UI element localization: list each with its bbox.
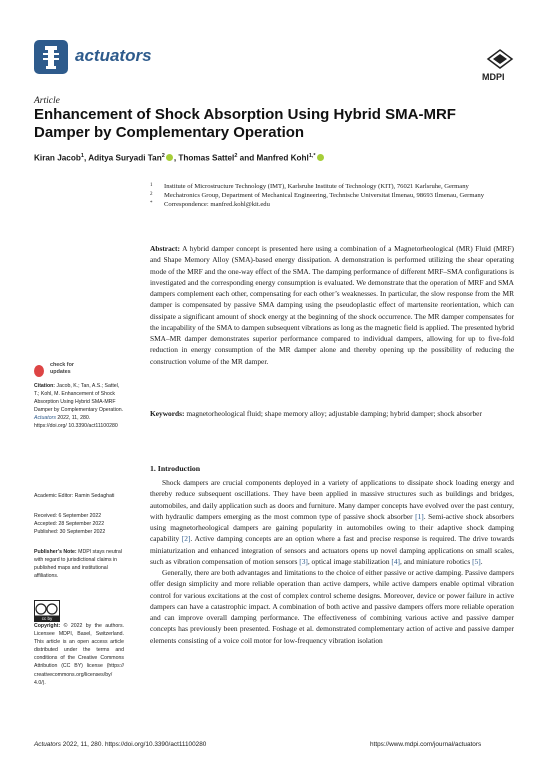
citation-link[interactable]: [1] xyxy=(415,511,424,521)
author-affil-marker: 1,* xyxy=(308,153,316,159)
author-affil-marker: 2 xyxy=(234,153,238,159)
publisher-name: MDPI xyxy=(482,72,505,82)
author-name: Manfred Kohl xyxy=(256,153,309,163)
author-list: Kiran Jacob$^1$, Aditya Suryadi Tan$^2$ , Thomas Sattel$^2$ and Manfred Kohl$^{1,*}$ xyxy=(34,153,325,163)
keywords-text: magnetorheological fluid; shape memory alloy; adjustable damping; hybrid damper; shock absorber xyxy=(186,409,482,418)
check-updates-icon xyxy=(34,365,44,377)
section-heading: 1. Introduction xyxy=(150,464,201,473)
abstract xyxy=(150,243,514,367)
correspondence: * Correspondence: manfred.kohl@kit.edu xyxy=(150,201,270,209)
affiliation-item: 2 Mechatronics Group, Department of Mechanical Engineering, Technische Universitat Ilmenau, 98693 Ilmenau, Germany xyxy=(150,192,485,200)
actuator-logo-icon xyxy=(34,40,68,74)
orcid-icon[interactable] xyxy=(317,154,324,161)
citation-block: Citation: Jacob, K.; Tan, A.S.; Sattel, T.; Kohl, M. Enhancement of Shock Absorption Using Hybrid SMA-MRF Damper by Complementary Operation. Actuators 2022, 11, 280. https://doi.org/ 10.3390/act11100280 xyxy=(34,383,124,430)
orcid-icon[interactable] xyxy=(166,154,173,161)
introduction-body xyxy=(150,477,514,646)
affiliations xyxy=(150,182,490,210)
copyright-notice: Copyright: © 2022 by the authors. Licensee MDPI, Basel, Switzerland. This article is an open access article distributed under the terms and conditions of the Creative Commons Attribution (CC BY) license (https:// creativecommons.org/licenses/by/ 4.0/). xyxy=(34,623,125,686)
footer-journal-url[interactable]: https://www.mdpi.com/journal/actuators xyxy=(370,741,482,748)
publication-dates: Received: 6 September 2022 Accepted: 28 September 2022 Published: 30 September 2022 xyxy=(34,513,106,536)
publisher-note: Publisher’s Note: MDPI stays neutral with regard to jurisdictional claims in published maps and institutional affiliations. xyxy=(34,549,122,580)
abstract-label: Abstract: xyxy=(150,244,180,253)
paragraph: Generally, there are both advantages and limitations to the choice of either passive or active damping. Passive dampers offer design simplicity and more reliable operation than active dampers, while active dampers enable optimal vibration control for various excitations at the cost of complex control scheme designs. Moreover, device or power failure in active dampers can have a catastrophic impact. A combination of both active and passive dampers offers more reliable operation and can improve overall damping performance. The effectiveness of combining various active and passive damper concepts has previously been presented. Foshage et al. demonstrated complementary action of active and passive damper elements consisting of a voice coil motor for low-frequency vibration isolation xyxy=(150,568,514,645)
paper-title: Enhancement of Shock Absorption Using Hybrid SMA-MRF Damper by Complementary Operation xyxy=(34,106,456,141)
citation-link[interactable]: [2] xyxy=(181,534,191,544)
paragraph: Shock dampers are crucial components deployed in a variety of applications to dissipate shock loading energy and thereby reduce subsequent oscillations. They have been applied in massive structures such as buildings and bridges, automobiles, and daily application such as doors and furniture. Many damper concepts have evolved over the past century, with hydraulic dampers emerging as the most common type of passive shock absorber [1]. Semi-active shock absorbers using magnetorheological dampers are gaining popularity in automobiles owing to their adaptive shock damping capability [2]. Active damping concepts are an option where a fast and precise response is required. The drive towards miniaturization and enhanced integration of sensors and actuators opens up novel damping applications on small scales, such as vibration compensation of motion sensors [3], optical image stabilization [4], and miniature robotics [5]. xyxy=(150,478,514,566)
article-type: Article xyxy=(34,96,60,106)
author-name: Thomas Sattel xyxy=(178,153,235,163)
mdpi-logo-icon xyxy=(486,49,514,71)
journal-logo xyxy=(34,40,68,74)
author-name: Kiran Jacob xyxy=(34,153,81,163)
keywords xyxy=(150,408,514,419)
author-name: Aditya Suryadi Tan xyxy=(88,153,162,163)
citation-link[interactable]: [5] xyxy=(472,556,481,566)
footer-citation: Actuators 2022, 11, 280. https://doi.org/10.3390/act11100280 xyxy=(34,741,207,748)
author-affil-marker: 1 xyxy=(80,153,84,159)
check-updates-label[interactable]: check for updates xyxy=(50,362,74,375)
cc-by-license-icon[interactable] xyxy=(34,600,60,622)
citation-link[interactable]: [4] xyxy=(391,556,401,566)
citation-link[interactable]: [3] xyxy=(299,556,308,566)
check-for-updates-badge[interactable] xyxy=(34,362,44,380)
author-affil-marker: 2 xyxy=(161,153,165,159)
keywords-label: Keywords: xyxy=(150,409,185,418)
journal-name: actuators xyxy=(75,46,152,65)
svg-text:cc by: cc by xyxy=(41,616,53,621)
academic-editor: Academic Editor: Ramin Sedaghati xyxy=(34,493,115,499)
abstract-text: A hybrid damper concept is presented here using a combination of a Magnetorheological (MR) Fluid (MRF) and Shape Memory Alloy (SMA)-based energy dissipation. A demonstration is performed utilizing the shear operating mode of the MRF and the one-way effect of the SMA. The damping performance of different MRF–SMA configurations is investigated and the corresponding energy consumption is evaluated. We demonstrate that the operation of MRF and SMA dampers complement each other, compensating for each other’s weaknesses. In particular, the slow response from the MR damper is compensated by passive SMA damping using the pseudoplastic effect of martensite reorientation, which can dissipate a significant amount of shock energy at the beginning of the shock occurrence. The MR damper compensates for the incapability of the SMA to dampen subsequent vibrations as long as the magnetic field is applied. The presented hybrid SMA–MR damper demonstrates superior performance compared to individual dampers, allowing for up to five-fold reduction in energy consumption of the MR damper alone and thereby opening up the possibility of reducing the construction volume of the MR damper. xyxy=(150,244,514,366)
affiliation-item: 1 Institute of Microstructure Technology (IMT), Karlsruhe Institute of Technology (KIT), 76021 Karlsruhe, Germany xyxy=(150,183,469,190)
